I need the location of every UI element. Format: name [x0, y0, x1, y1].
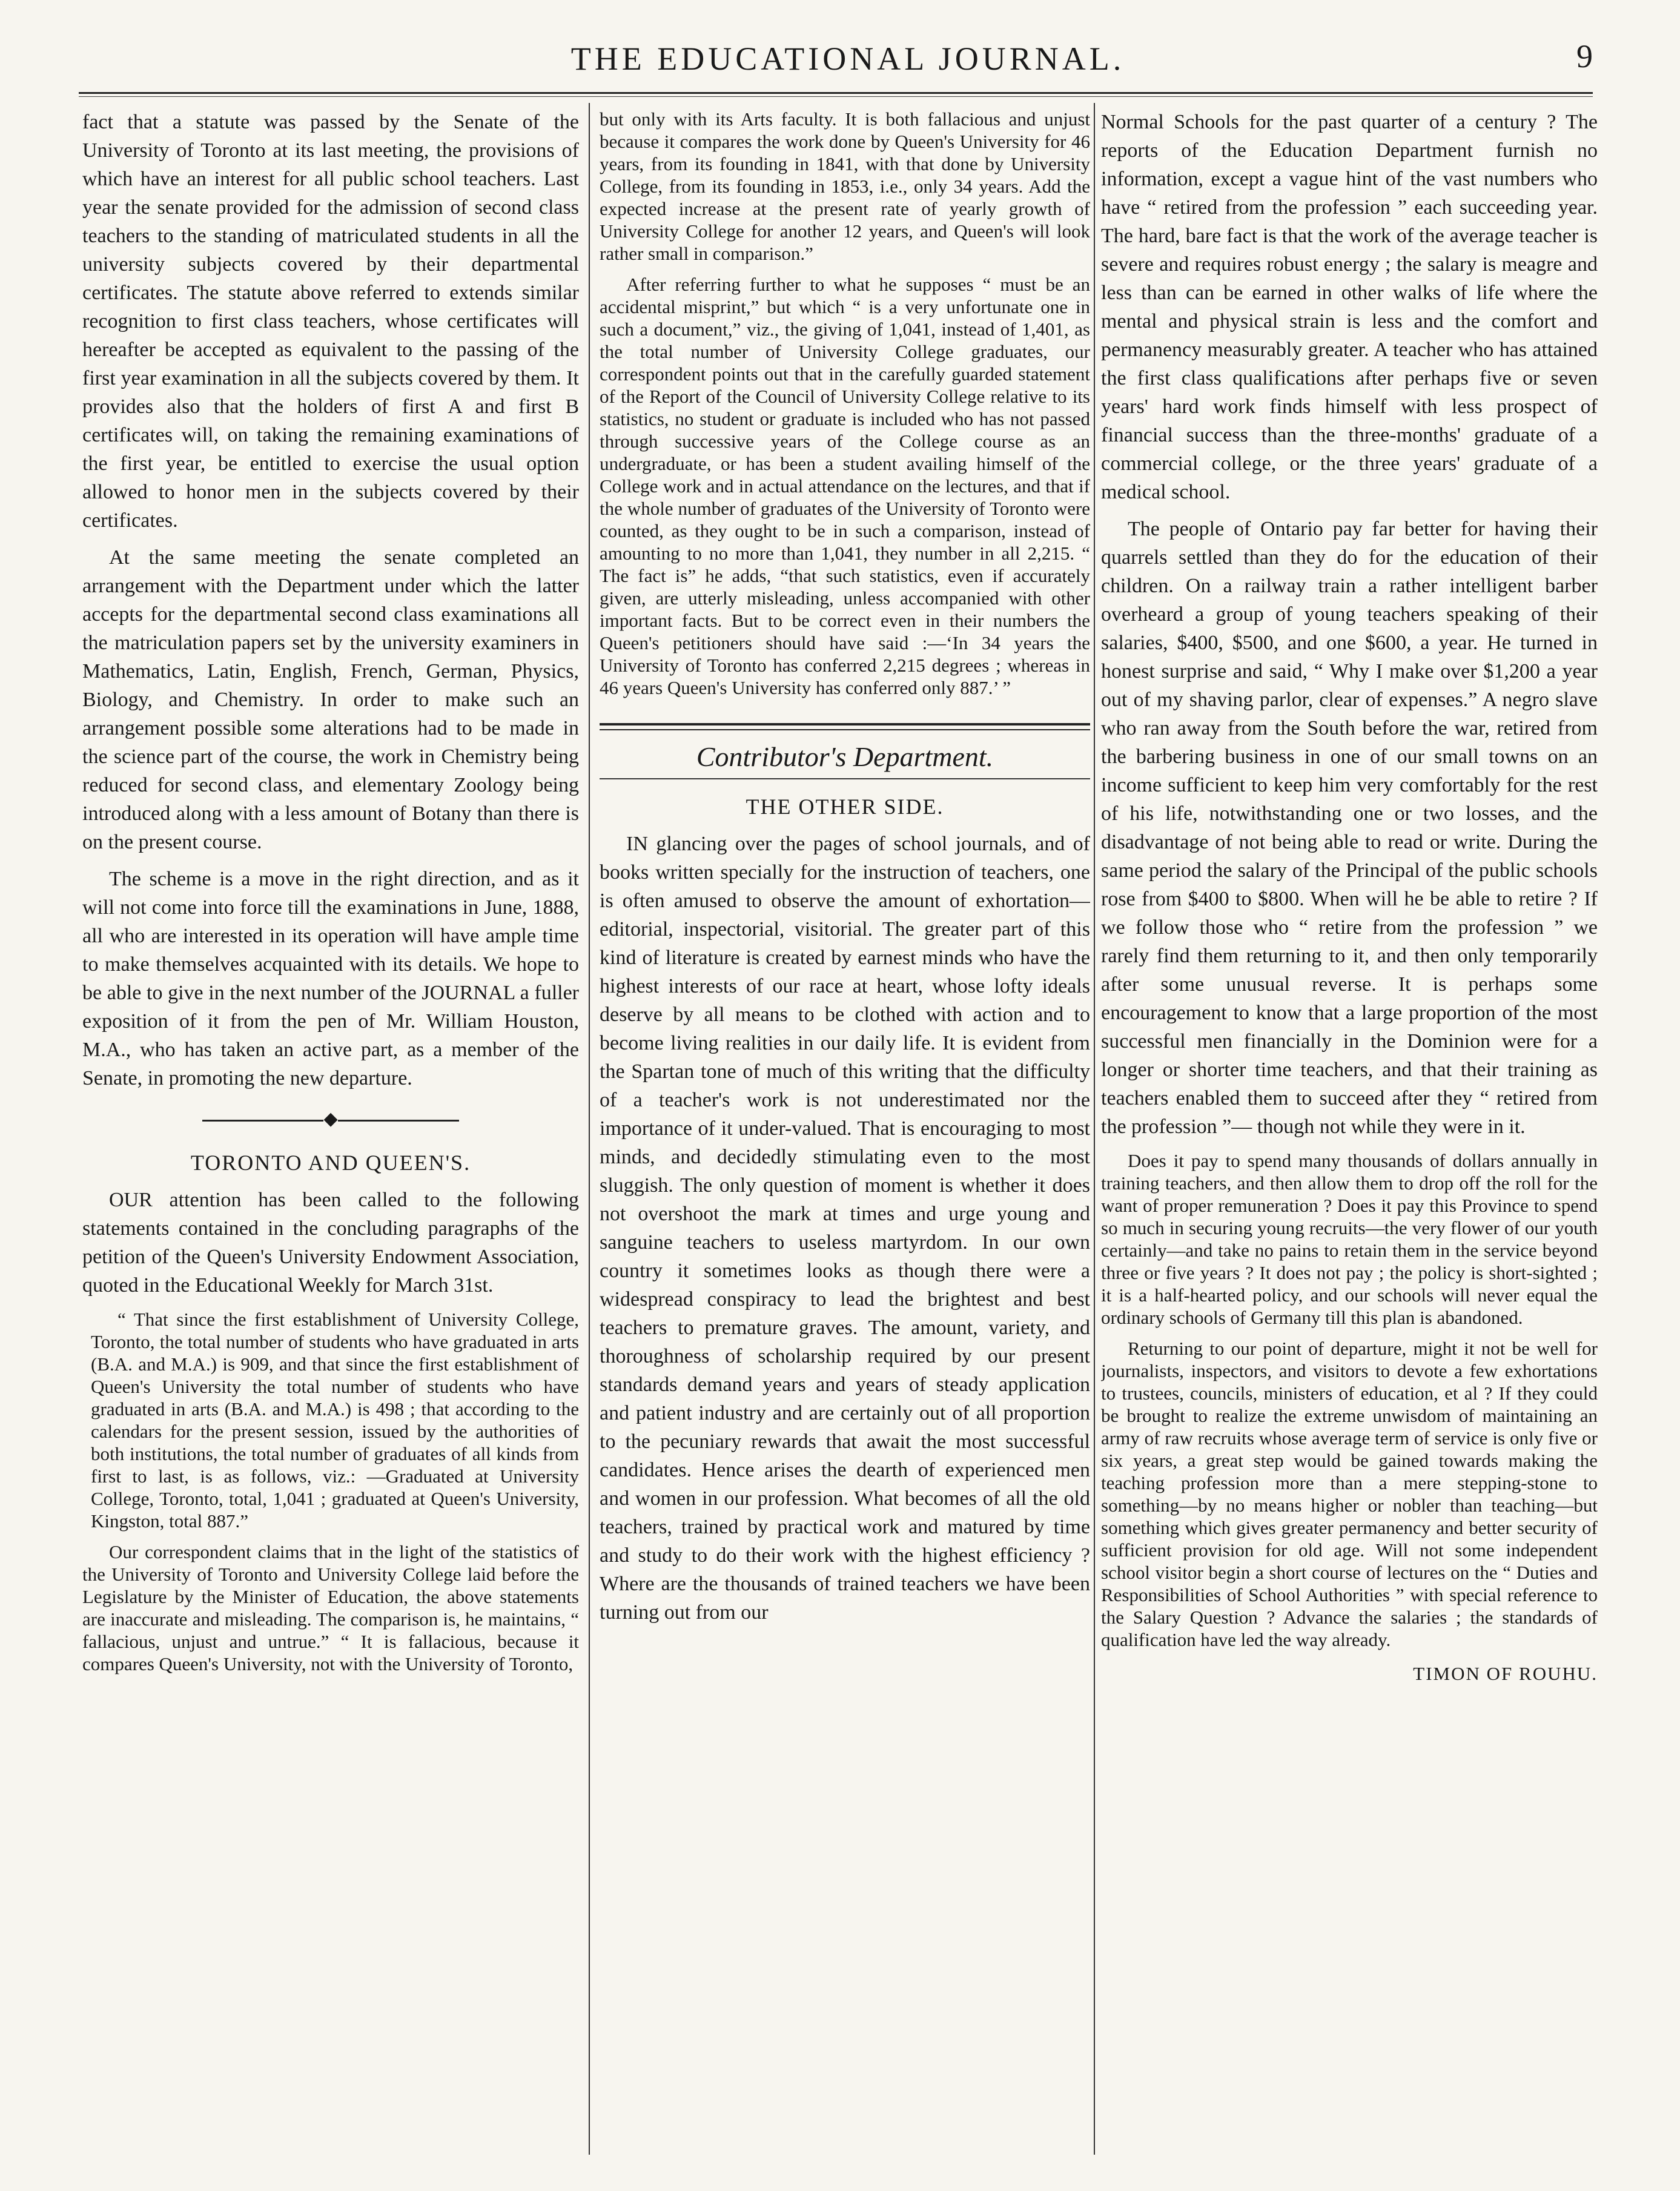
paragraph: Normal Schools for the past quarter of a century ? The reports of the Education Department furnish no information, except a vague hint of the vast numbers who have “ retired from the profession ” each succeeding year. The hard, bare fact is that the work of the average teacher is severe and requires robust energy ; the salary is meagre and less than can be earned in other walks of life where the mental and physical strain is less and the comfort and permanency measurably greater. A teacher who has attained the first class qualifications after perhaps five or seven years' hard work finds himself with less prospect of financial success than the three-months' graduate of a commercial college, or the three years' graduate of a medical school. [1101, 111, 1598, 503]
column-3 [1101, 108, 1598, 2167]
paragraph: Does it pay to spend many thousands of dollars annually in training teachers, and then allow them to drop off the roll for the want of proper remuneration ? Does it pay this Province to spend so much in securing young recruits—the very flower of our youth certainly—and take no pains to retain them in the service beyond three or five years ? It does not pay ; the policy is short-sighted ; it is a half-hearted policy, and our schools will never equal the ordinary schools of Germany till this plan is abandoned. [1101, 1150, 1598, 1328]
department-title: Contributor's Department. [696, 741, 994, 772]
paragraph: Returning to our point of departure, might it not be well for journalists, inspectors, and visitors to devote a few exhortations to trustees, councils, ministers of education, et al ? If they could be brought to realize the extreme unwisdom of maintaining an army of raw recruits whose average term of service is only five or six years, a great step would be gained towards making the teaching profession more than a mere stepping-stone to something—by no means higher or nobler than teaching—but something which gives greater permanency and better security of sufficient provision for old age. Will not some independent school visitor begin a short course of lectures on the “ Duties and Responsibilities of School Authorities ” with special reference to the Salary Question ? Advance the salaries ; the standards of qualification have led the way already. [1101, 1338, 1598, 1650]
block-quote: “ That since the first establishment of University College, Toronto, the total number of students who have graduated in arts (B.A. and M.A.) is 909, and that since the first establishment of Queen's University the total number of students who have graduated in arts (B.A. and M.A.) is 498 ; that according to the calendars for the present session, issued by the authorities of both institutions, the total number of graduates of all kinds from first to last, is as follows, viz.: —Graduated at University College, Toronto, total, 1,041 ; graduated at Queen's University, Kingston, total 887.” [91, 1309, 579, 1532]
section-rule [600, 778, 1090, 779]
column-divider [1094, 103, 1095, 2155]
journal-title: THE EDUCATIONAL JOURNAL. [570, 41, 1125, 77]
page-header [79, 35, 1617, 84]
article-heading-toronto-queens: TORONTO AND QUEEN'S. [190, 1151, 471, 1175]
paragraph: Our correspondent claims that in the light of the statistics of the University of Toronto and University College laid before the Legislature by the Minister of Education, the above statements are inaccurate and misleading. The comparison is, he maintains, “ fallacious, unjust and untrue.” “ It is fallacious, because it compares Queen's University, not with the University of Toronto, [82, 1541, 579, 1674]
paragraph: OUR attention has been called to the following statements contained in the concluding paragraphs of the petition of the Queen's University Endowment Association, quoted in the Educational Weekly for March 31st. [82, 1189, 579, 1297]
section-rule [600, 723, 1090, 730]
paragraph: The people of Ontario pay far better for having their quarrels settled than they do for the education of their children. On a railway train a rather intelligent barber overheard a group of young teachers speaking of their salaries, $400, $500, and one $600, a year. He turned in honest surprise and said, “ Why I make over $1,200 a year out of my shaving parlor, clear of expenses.” A negro slave who ran away from the South before the war, retired from the barbering business in one of our small towns on an income sufficient to keep him very comfortably for the rest of his life, notwithstanding one or two losses, and the disadvantage of not being able to read or write. During the same period the salary of the Principal of the public schools rose from $400 to $800. When will he be able to retire ? If we follow those who “ retire from the profession ” we rarely find them returning to it, and then only temporarily after some unusual reverse. It is perhaps some encouragement to know that a large proportion of the most successful men financially in the Dominion were for a longer or shorter time teachers, and that their training as teachers enabled them to succeed after they “ retired from the profession ”— though not while they were in it. [1101, 518, 1598, 1138]
ornament-divider: ◆ [82, 1105, 579, 1133]
column-2 [600, 108, 1090, 2167]
paragraph: At the same meeting the senate completed an arrangement with the Department under which the latter accepts for the departmental second class examinations all the matriculation papers set by the university examiners in Mathematics, Latin, English, French, German, Physics, Biology, and Chemistry. In order to make such an arrangement possible some alterations had to be made in the science part of the course, the work in Chemistry being reduced for second class, and elementary Zoology being introduced along with a less amount of Botany than there is on the present course. [82, 546, 579, 853]
article-heading-other-side: THE OTHER SIDE. [746, 795, 944, 819]
column-1 [82, 108, 579, 2167]
paragraph: After referring further to what he supposes “ must be an accidental misprint,” but which “ is a very unfortunate one in such a document,” viz., the giving of 1,041, instead of 1,401, as the total number of University College graduates, our correspondent points out that in the carefully guarded statement of the Report of the Council of University College relative to its statistics, no student or graduate is included who has not passed through successive years of the College course as an undergraduate, or has been a student availing himself of the College work and in actual attendance on the lectures, and that if the whole number of graduates of the University of Toronto were counted, as they ought to be in such a comparison, instead of amounting to no more than 1,041, they number in all 2,215. “ The fact is” he adds, “that such statistics, even if accurately given, are utterly misleading, unless accompanied with other important facts. But to be correct even in their numbers the Queen's petitioners should have said :—‘In 34 years the University of Toronto has conferred 2,215 degrees ; whereas in 46 years Queen's University has conferred only 887.’ ” [600, 274, 1090, 698]
header-rule [79, 92, 1593, 97]
paragraph: but only with its Arts faculty. It is both fallacious and unjust because it compares the work done by Queen's University for 46 years, from its founding in 1841, with that done by University College, from its founding in 1853, i.e., only 34 years. Add the expected increase at the present rate of yearly growth of University College for another 12 years, and Queen's will look rather small in comparison.” [600, 108, 1090, 264]
paragraph: IN glancing over the pages of school journals, and of books written specially for the instruction of teachers, one is often amused to observe the amount of exhortation—editorial, inspectorial, visitorial. The greater part of this kind of literature is created by earnest minds who have the highest interests of our race at heart, whose lofty ideals deserve by all means to be clothed with action and to become living realities in our daily life. It is evident from the Spartan tone of much of this writing that the difficulty of a teacher's work is not underestimated nor the importance of it under-valued. That is encouraging to most minds, and decidedly stimulating even to the most sluggish. The only question of moment is whether it does not overshoot the mark at times and urge young and sanguine teachers to useless martyrdom. In our own country it sometimes looks as though there were a widespread conspiracy to lead the brightest and best teachers to premature graves. The amount, variety, and thoroughness of scholarship required by our present standards demand years and years of steady application and patient industry and are certainly out of all proportion to the pecuniary rewards that await the most successful candidates. Hence arises the dearth of experienced men and women in our profession. What becomes of all the old teachers, trained by practical work and matured by time and study to do their work with the highest efficiency ? Where are the thousands of trained teachers we have been turning out from our [600, 833, 1090, 1624]
paragraph: fact that a statute was passed by the Senate of the University of Toronto at its last meeting, the provisions of which have an interest for all public school teachers. Last year the senate provided for the admission of second class teachers to the standing of matriculated students in all the university subjects covered by their departmental certificates. The statute above referred to extends similar recognition to first class teachers, whose certificates will hereafter be accepted as equivalent to the passing of the first year examination in all the subjects covered by them. It provides also that the holders of first A and first B certificates will, on taking the remaining examinations of the first year, be entitled to exercise the usual option allowed to honor men in the subjects covered by their certificates. [82, 111, 579, 532]
paragraph: The scheme is a move in the right direction, and as it will not come into force till the examinations in June, 1888, all who are interested in its operation will have ample time to make themselves acquainted with its details. We hope to be able to give in the next number of the JOURNAL a fuller exposition of it from the pen of Mr. William Houston, M.A., who has taken an active part, as a member of the Senate, in promoting the new departure. [82, 868, 579, 1089]
column-divider [589, 103, 590, 2155]
signature: TIMON OF ROUHU. [1413, 1663, 1598, 1684]
page-number: 9 [1576, 38, 1593, 74]
